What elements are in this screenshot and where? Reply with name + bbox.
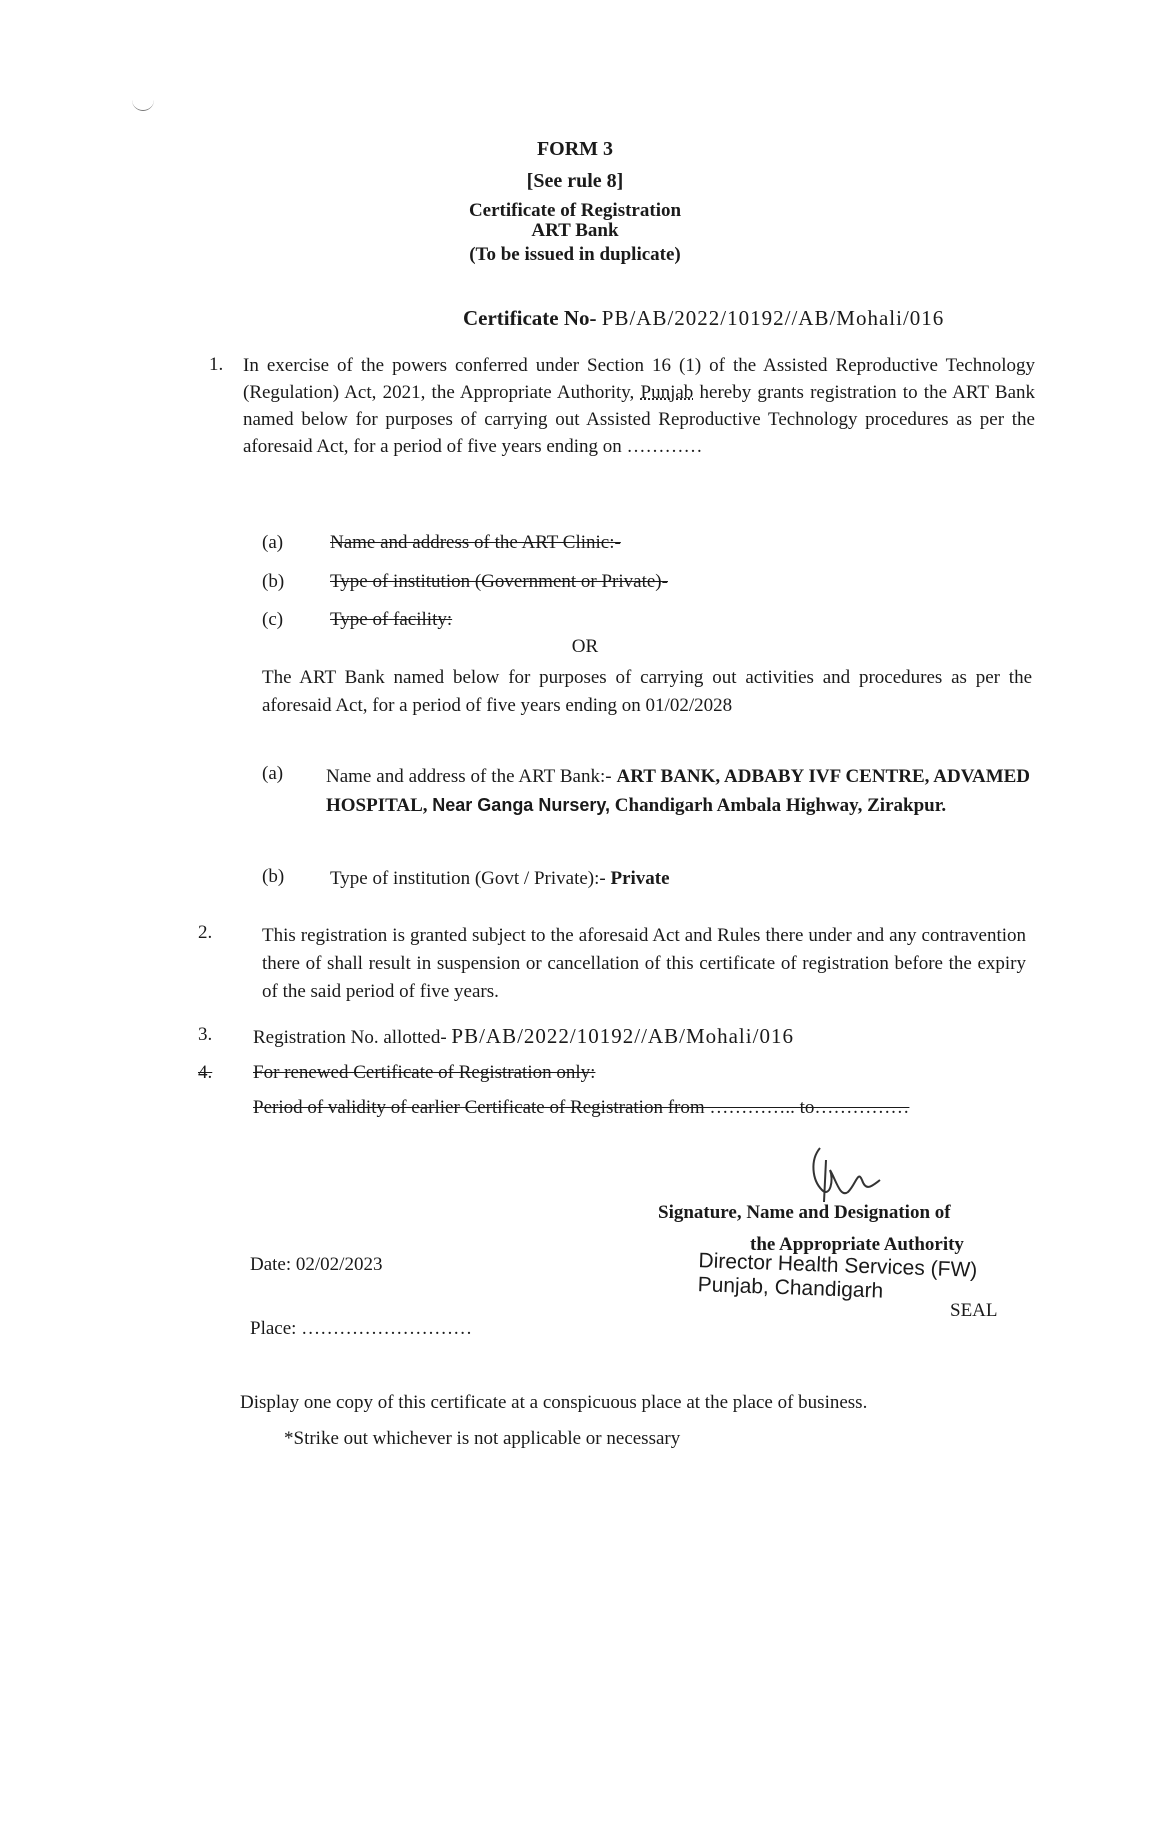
certificate-subtitle: ART Bank xyxy=(531,220,619,241)
item-a-value-line1: ART BANK, ADBABY IVF CENTRE, ADVAMED HOSPITAL, xyxy=(326,766,1031,816)
form-title: FORM 3 xyxy=(536,138,614,160)
item-a-value-sans: Near Ganga Nursery, xyxy=(432,795,611,815)
clause-2-text: This registration is granted subject to the aforesaid Act and Rules there under and any contravention there of shall result in suspension or cancellation of this certificate of registration before the expiry of the said period of five years. xyxy=(262,925,1026,1002)
clause-4-number: 4. xyxy=(198,1062,213,1083)
struck-item-letter: (b) xyxy=(262,571,285,592)
struck-item-letter: (c) xyxy=(262,609,284,630)
item-a-text xyxy=(326,763,1030,820)
stamp-line-2: Punjab, Chandigarh xyxy=(697,1273,884,1303)
certificate-number-line xyxy=(463,306,944,331)
signature-line-2: the Appropriate Authority xyxy=(750,1234,964,1255)
item-b-value: Private xyxy=(610,868,670,889)
struck-item-c xyxy=(262,609,452,631)
strike-out-note: *Strike out whichever is not applicable or necessary xyxy=(284,1428,681,1449)
item-a-label: Name and address of the ART Bank:- xyxy=(326,766,612,787)
struck-item-a xyxy=(262,532,621,554)
certificate-number: PB/AB/2022/10192//AB/Mohali/016 xyxy=(601,306,945,330)
struck-item-b xyxy=(262,571,668,593)
certificate-number-label: Certificate No- xyxy=(463,306,597,330)
seal-label: SEAL xyxy=(950,1300,998,1321)
or-separator: OR xyxy=(571,636,599,657)
item-b-label: Type of institution (Govt / Private):- xyxy=(330,868,606,889)
clause-1-text-part1: In exercise of the powers conferred under Section 16 (1) of the Assisted Reproductive Technology (Regulation) Act, 2021, the Appropriate Authority, xyxy=(243,355,1035,403)
alternative-text: The ART Bank named below for purposes of carrying out activities and procedures as per the aforesaid Act, for a period of five years ending on 01/02/2028 xyxy=(262,667,1032,716)
clause-4-heading: For renewed Certificate of Registration only: xyxy=(253,1062,596,1083)
clause-2-number: 2. xyxy=(198,922,213,943)
certificate-title: Certificate of Registration xyxy=(468,200,682,221)
display-instruction: Display one copy of this certificate at a conspicuous place at the place of business. xyxy=(240,1392,868,1413)
stamp-line-1: Director Health Services (FW) xyxy=(698,1249,978,1282)
struck-item-letter: (a) xyxy=(262,532,284,553)
item-b-letter: (b) xyxy=(262,866,285,887)
item-a-value-line2: Chandigarh Ambala Highway, Zirakpur. xyxy=(614,795,947,816)
clause-4-text: Period of validity of earlier Certificate of Registration from ………….. to…………… xyxy=(253,1097,910,1118)
date-line: Date: 02/02/2023 xyxy=(250,1254,383,1275)
item-b-text xyxy=(330,868,670,890)
clause-1-text-part2: hereby grants registration to the ART Bank named below for purposes of carrying out Assisted Reproductive Technology procedures as per the aforesaid Act, for a period of five years ending on ………… xyxy=(243,382,1036,457)
clause-1-text xyxy=(243,352,1035,460)
clause-3-number: 3. xyxy=(198,1024,213,1045)
struck-item-text: Name and address of the ART Clinic:- xyxy=(330,532,621,553)
duplicate-note: (To be issued in duplicate) xyxy=(469,244,681,265)
clause-3-text xyxy=(253,1024,794,1049)
place-line: Place: ……………………… xyxy=(250,1318,473,1339)
item-a-letter: (a) xyxy=(262,763,284,784)
signature-scribble xyxy=(800,1140,890,1208)
struck-item-text: Type of facility: xyxy=(330,609,453,630)
clause-1-state: Punjab xyxy=(640,382,694,403)
registration-number: PB/AB/2022/10192//AB/Mohali/016 xyxy=(451,1024,794,1048)
signature-line-1: Signature, Name and Designation of xyxy=(658,1202,951,1223)
official-stamp xyxy=(697,1249,977,1307)
clause-3-label: Registration No. allotted- xyxy=(253,1027,447,1048)
struck-item-text: Type of institution (Government or Private)- xyxy=(330,571,668,592)
pen-mark xyxy=(132,96,154,111)
rule-reference: [See rule 8] xyxy=(526,170,624,192)
clause-1-number: 1. xyxy=(209,354,224,375)
